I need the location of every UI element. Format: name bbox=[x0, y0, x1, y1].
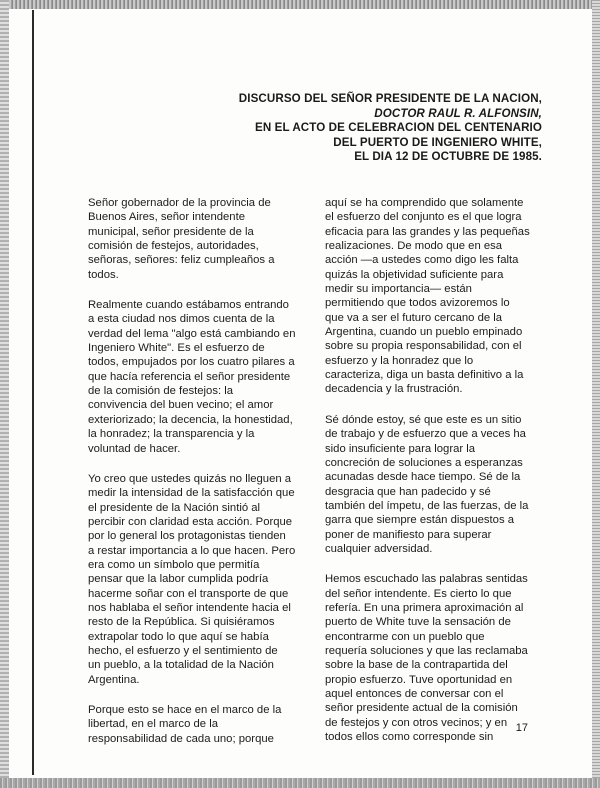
paragraph bbox=[88, 472, 310, 687]
text-line: concreción de soluciones a esperanzas bbox=[325, 456, 523, 469]
paragraph bbox=[325, 572, 545, 744]
text-line: requería soluciones y que las reclamaba bbox=[325, 644, 528, 657]
text-line: quizás la objetividad suficiente para bbox=[325, 268, 504, 281]
text-line: exteriorizado; la decencia, la honestidad, bbox=[88, 413, 293, 426]
text-line: acción —a ustedes como digo les falta bbox=[325, 254, 519, 267]
text-line: responsabilidad de cada uno; porque bbox=[88, 732, 274, 745]
title-line: DOCTOR RAUL R. ALFONSIN, bbox=[374, 106, 542, 120]
text-line: Hemos escuchado las palabras sentidas bbox=[325, 573, 528, 586]
left-text-column bbox=[88, 196, 310, 762]
text-line: nos hablaba el señor intendente hacia el bbox=[88, 601, 291, 614]
text-line: a restar importancia a lo que hacen. Pero bbox=[88, 544, 296, 557]
paragraph bbox=[325, 196, 545, 397]
text-line: acunadas desde hace tiempo. Sé de la bbox=[325, 471, 521, 484]
text-line: municipal, señor presidente de la bbox=[88, 225, 254, 238]
scan-top-border bbox=[0, 0, 600, 9]
text-line: señoras, señores: feliz cumpleaños a bbox=[88, 254, 275, 267]
text-line: de la comisión de festejos: la bbox=[88, 385, 234, 398]
text-line: de festejos y con otros vecinos; y en bbox=[325, 716, 508, 729]
text-line: garra que siempre están dispuestos a bbox=[325, 514, 515, 527]
text-line: todos, empujados por los cuatro pilares a bbox=[88, 356, 295, 369]
text-line: Buenos Aires, señor intendente bbox=[88, 211, 246, 224]
text-line: todos. bbox=[88, 268, 119, 281]
text-line: verdad del lema "algo está cambiando en bbox=[88, 327, 296, 340]
text-line: de trabajo y de esfuerzo que a veces ha bbox=[325, 428, 526, 441]
text-line: libertad, en el marco de la bbox=[88, 718, 218, 731]
text-line: comisión de festejos, autoridades, bbox=[88, 240, 259, 253]
text-line: hacerme soñar con el transporte de que bbox=[88, 587, 289, 600]
scan-left-border bbox=[0, 0, 9, 788]
text-line: resto de la República. Si quisiéramos bbox=[88, 616, 275, 629]
text-line: Señor gobernador de la provincia de bbox=[88, 197, 271, 209]
speech-title bbox=[102, 92, 542, 165]
text-line: permitiendo que todos avizoremos lo bbox=[325, 297, 510, 310]
text-line: voluntad de hacer. bbox=[88, 442, 181, 455]
text-line: el esfuerzo del conjunto es el que logra bbox=[325, 211, 522, 224]
text-line: refería. En una primera aproximación al bbox=[325, 601, 524, 614]
text-line: medir la intensidad de la satisfacción que bbox=[88, 487, 295, 500]
text-line: propio esfuerzo. Tuve oportunidad en bbox=[325, 673, 513, 686]
text-line: cualquier adversidad. bbox=[325, 542, 433, 555]
text-line: eficacia para las grandes y las pequeñas bbox=[325, 225, 530, 238]
text-line: la honradez; la transparencia y la bbox=[88, 428, 255, 441]
text-line: realizaciones. De modo que en esa bbox=[325, 240, 503, 253]
title-line: DEL PUERTO DE INGENIERO WHITE, bbox=[333, 135, 542, 149]
paragraph bbox=[88, 298, 310, 456]
binding-margin-rule bbox=[32, 10, 34, 775]
text-line: puerto de White tuve la sensación de bbox=[325, 616, 511, 629]
text-line: sido insuficiente para lograr la bbox=[325, 442, 476, 455]
text-line: todos ellos como corresponde sin bbox=[325, 731, 494, 744]
text-line: también del ímpetu, de las fuerzas, de la bbox=[325, 499, 529, 512]
text-line: convivencia del buen vecino; el amor bbox=[88, 399, 274, 412]
text-line: Sé dónde estoy, sé que este es un sitio bbox=[325, 413, 522, 426]
text-line: aquí se ha comprendido que solamente bbox=[325, 197, 524, 209]
text-line: Realmente cuando estábamos entrando bbox=[88, 299, 289, 312]
paragraph bbox=[325, 413, 545, 556]
text-line: del señor intendente. Es cierto lo que bbox=[325, 587, 512, 600]
text-line: Porque esto se hace en el marco de la bbox=[88, 704, 282, 716]
paragraph bbox=[88, 196, 310, 282]
text-line: aquel entonces de conversar con el bbox=[325, 688, 504, 700]
text-line: esfuerzo y la honradez que lo bbox=[325, 354, 474, 367]
text-line: extrapolar todo lo que aquí se había bbox=[88, 630, 269, 643]
text-line: encontrarme con un pueblo que bbox=[325, 630, 485, 643]
text-line: decadencia y la frustración. bbox=[325, 383, 463, 396]
text-line: pensar que la labor cumplida podría bbox=[88, 573, 269, 586]
text-line: desgracia que han padecido y sé bbox=[325, 485, 491, 498]
text-line: Argentina, cuando un pueblo empinado bbox=[325, 326, 523, 339]
text-line: que va a ser el futuro cercano de la bbox=[325, 311, 503, 324]
page-number: 17 bbox=[515, 722, 528, 734]
text-line: caracteriza, diga un basta definitivo a la bbox=[325, 369, 524, 382]
text-line: señor presidente actual de la comisión bbox=[325, 702, 518, 715]
text-line: que hacía referencia el señor presidente bbox=[88, 370, 291, 383]
text-line: medir su importancia— están bbox=[325, 283, 472, 296]
text-line: un pueblo, a la totalidad de la Nación bbox=[88, 659, 274, 672]
text-line: Yo creo que ustedes quizás no lleguen a bbox=[88, 472, 292, 485]
title-line: EN EL ACTO DE CELEBRACION DEL CENTENARIO bbox=[255, 121, 542, 135]
text-line: era como un símbolo que permitía bbox=[88, 558, 260, 571]
text-line: percibir con claridad esta acción. Porque bbox=[88, 515, 293, 528]
title-line: DISCURSO DEL SEÑOR PRESIDENTE DE LA NACION, bbox=[238, 92, 542, 105]
text-line: sobre su propia responsabilidad, con el bbox=[325, 340, 522, 353]
scan-bottom-border bbox=[0, 778, 600, 788]
text-line: a esta ciudad nos dimos cuenta de la bbox=[88, 313, 275, 326]
right-text-column bbox=[325, 196, 545, 760]
text-line: Argentina. bbox=[88, 673, 140, 686]
text-line: hecho, el esfuerzo y el sentimiento de bbox=[88, 644, 278, 657]
text-line: sobre la base de la contrapartida del bbox=[325, 659, 508, 672]
title-line: EL DIA 12 DE OCTUBRE DE 1985. bbox=[354, 150, 542, 164]
paragraph bbox=[88, 703, 310, 746]
text-line: el presidente de la Nación sintió al bbox=[88, 501, 261, 514]
text-line: por lo general los protagonistas tienden bbox=[88, 530, 286, 543]
text-line: poner de manifiesto para superar bbox=[325, 528, 492, 541]
scan-right-border bbox=[592, 0, 600, 788]
text-line: Ingeniero White". Es el esfuerzo de bbox=[88, 342, 265, 355]
